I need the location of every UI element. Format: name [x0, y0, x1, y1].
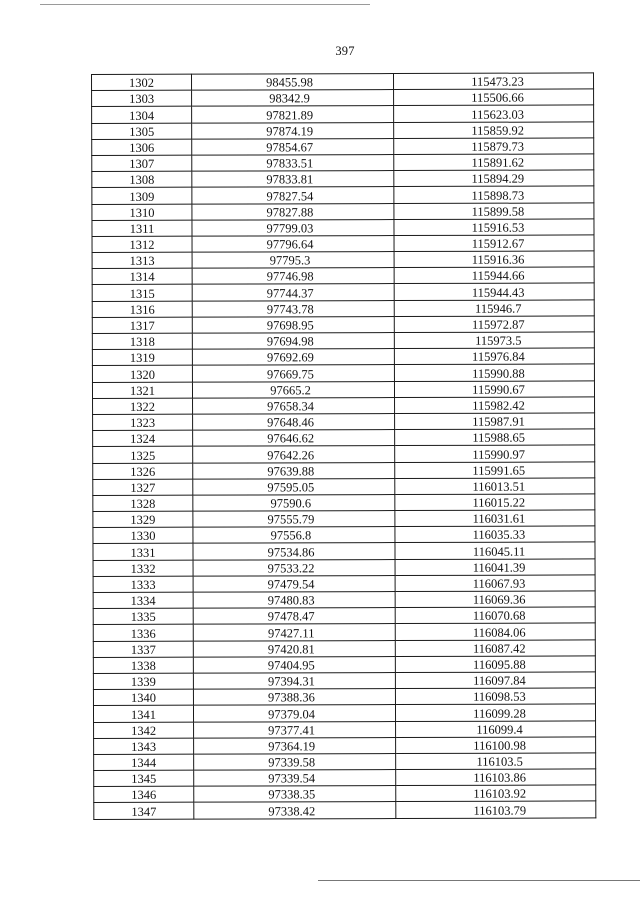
y-coordinate-cell: 116084.06 — [395, 623, 595, 640]
x-coordinate-cell: 97646.62 — [193, 430, 395, 447]
y-coordinate-cell: 116098.53 — [395, 688, 595, 705]
x-coordinate-cell: 97658.34 — [193, 397, 395, 414]
point-number-cell: 1324 — [93, 430, 193, 447]
point-number-cell: 1321 — [92, 382, 192, 399]
table-row — [92, 332, 594, 350]
x-coordinate-cell: 97555.79 — [193, 511, 395, 528]
point-number-cell: 1328 — [93, 495, 193, 512]
y-coordinate-cell: 115898.73 — [394, 186, 594, 203]
point-number-cell: 1329 — [93, 511, 193, 528]
x-coordinate-cell: 97821.89 — [192, 106, 394, 123]
x-coordinate-cell: 97694.98 — [192, 333, 394, 350]
point-number-cell: 1313 — [92, 252, 192, 269]
y-coordinate-cell: 115988.65 — [395, 429, 595, 446]
y-coordinate-cell: 115944.43 — [394, 283, 594, 300]
x-coordinate-cell: 97743.78 — [192, 300, 394, 317]
table-row — [94, 785, 596, 803]
table-row — [92, 202, 594, 220]
point-number-cell: 1338 — [93, 657, 193, 674]
point-number-cell: 1311 — [92, 220, 192, 237]
y-coordinate-cell: 116015.22 — [395, 494, 595, 511]
y-coordinate-cell: 116103.79 — [396, 801, 596, 818]
y-coordinate-cell: 115899.58 — [394, 202, 594, 219]
y-coordinate-cell: 115859.92 — [394, 121, 594, 138]
x-coordinate-cell: 97339.54 — [194, 770, 396, 787]
table-row — [92, 154, 594, 172]
point-number-cell: 1304 — [92, 107, 192, 124]
x-coordinate-cell: 97746.98 — [192, 268, 394, 285]
table-row — [92, 251, 594, 269]
point-number-cell: 1347 — [94, 803, 194, 820]
x-coordinate-cell: 97556.8 — [193, 527, 395, 544]
coordinate-table — [91, 72, 596, 819]
scan-edge-line-top — [40, 4, 370, 5]
y-coordinate-cell: 116099.4 — [396, 720, 596, 737]
point-number-cell: 1336 — [93, 625, 193, 642]
y-coordinate-cell: 115972.87 — [394, 316, 594, 333]
table-row — [92, 316, 594, 334]
table-row — [93, 672, 595, 690]
table-row — [93, 461, 595, 479]
point-number-cell: 1330 — [93, 527, 193, 544]
y-coordinate-cell: 116087.42 — [395, 639, 595, 656]
table-row — [93, 397, 595, 415]
table-row — [93, 575, 595, 593]
x-coordinate-cell: 97427.11 — [193, 624, 395, 641]
table-row — [93, 607, 595, 625]
point-number-cell: 1312 — [92, 236, 192, 253]
x-coordinate-cell: 97480.83 — [193, 592, 395, 609]
point-number-cell: 1334 — [93, 592, 193, 609]
point-number-cell: 1337 — [93, 641, 193, 658]
y-coordinate-cell: 116099.28 — [395, 704, 595, 721]
x-coordinate-cell: 97364.19 — [194, 737, 396, 754]
point-number-cell: 1315 — [92, 285, 192, 302]
point-number-cell: 1319 — [92, 349, 192, 366]
table-row — [92, 348, 594, 366]
y-coordinate-cell: 115990.88 — [394, 364, 594, 381]
x-coordinate-cell: 97394.31 — [193, 672, 395, 689]
point-number-cell: 1335 — [93, 608, 193, 625]
table-row — [92, 89, 594, 107]
table-row — [92, 380, 594, 398]
y-coordinate-cell: 115891.62 — [394, 154, 594, 171]
point-number-cell: 1344 — [94, 754, 194, 771]
point-number-cell: 1317 — [92, 317, 192, 334]
point-number-cell: 1323 — [93, 414, 193, 431]
y-coordinate-cell: 115976.84 — [394, 348, 594, 365]
y-coordinate-cell: 115973.5 — [394, 332, 594, 349]
table-row — [92, 186, 594, 204]
x-coordinate-cell: 97479.54 — [193, 575, 395, 592]
y-coordinate-cell: 115987.91 — [395, 413, 595, 430]
table-row — [93, 542, 595, 560]
point-number-cell: 1346 — [94, 786, 194, 803]
x-coordinate-cell: 98342.9 — [192, 90, 394, 107]
x-coordinate-cell: 97744.37 — [192, 284, 394, 301]
point-number-cell: 1318 — [92, 333, 192, 350]
y-coordinate-cell: 116097.84 — [395, 672, 595, 689]
table-row — [92, 121, 594, 139]
point-number-cell: 1342 — [94, 722, 194, 739]
point-number-cell: 1303 — [92, 90, 192, 107]
table-row — [93, 445, 595, 463]
y-coordinate-cell: 116100.98 — [396, 737, 596, 754]
x-coordinate-cell: 97692.69 — [192, 349, 394, 366]
table-row — [92, 267, 594, 285]
point-number-cell: 1340 — [93, 689, 193, 706]
x-coordinate-cell: 97796.64 — [192, 235, 394, 252]
y-coordinate-cell: 115912.67 — [394, 235, 594, 252]
y-coordinate-cell: 116103.86 — [396, 769, 596, 786]
table-row — [92, 219, 594, 237]
table-row — [93, 559, 595, 577]
point-number-cell: 1320 — [92, 366, 192, 383]
table-row — [94, 737, 596, 755]
table-row — [93, 429, 595, 447]
point-number-cell: 1327 — [93, 479, 193, 496]
table-row — [92, 73, 594, 91]
point-number-cell: 1333 — [93, 576, 193, 593]
x-coordinate-cell: 97338.35 — [194, 786, 396, 803]
point-number-cell: 1302 — [92, 74, 192, 91]
table-row — [93, 623, 595, 641]
table-row — [92, 283, 594, 301]
x-coordinate-cell: 97639.88 — [193, 462, 395, 479]
coordinate-table-body — [92, 73, 596, 819]
y-coordinate-cell: 115991.65 — [395, 461, 595, 478]
x-coordinate-cell: 97665.2 — [192, 381, 394, 398]
y-coordinate-cell: 116031.61 — [395, 510, 595, 527]
table-row — [93, 639, 595, 657]
y-coordinate-cell: 116103.5 — [396, 753, 596, 770]
table-row — [94, 801, 596, 819]
y-coordinate-cell: 116095.88 — [395, 656, 595, 673]
x-coordinate-cell: 97874.19 — [192, 122, 394, 139]
y-coordinate-cell: 116045.11 — [395, 542, 595, 559]
point-number-cell: 1339 — [93, 673, 193, 690]
x-coordinate-cell: 97648.46 — [193, 413, 395, 430]
x-coordinate-cell: 97854.67 — [192, 138, 394, 155]
point-number-cell: 1306 — [92, 139, 192, 156]
table-row — [93, 510, 595, 528]
table-row — [92, 138, 594, 156]
x-coordinate-cell: 97799.03 — [192, 219, 394, 236]
table-row — [94, 769, 596, 787]
x-coordinate-cell: 97833.51 — [192, 154, 394, 171]
x-coordinate-cell: 97338.42 — [194, 802, 396, 819]
point-number-cell: 1341 — [93, 705, 193, 722]
table-row — [93, 591, 595, 609]
y-coordinate-cell: 116013.51 — [395, 478, 595, 495]
table-row — [92, 364, 594, 382]
y-coordinate-cell: 115990.97 — [395, 445, 595, 462]
point-number-cell: 1322 — [93, 398, 193, 415]
point-number-cell: 1308 — [92, 171, 192, 188]
table-row — [93, 494, 595, 512]
y-coordinate-cell: 116103.92 — [396, 785, 596, 802]
y-coordinate-cell: 115623.03 — [394, 105, 594, 122]
x-coordinate-cell: 97379.04 — [193, 705, 395, 722]
table-row — [94, 720, 596, 738]
x-coordinate-cell: 97669.75 — [192, 365, 394, 382]
x-coordinate-cell: 97534.86 — [193, 543, 395, 560]
x-coordinate-cell: 97827.88 — [192, 203, 394, 220]
point-number-cell: 1343 — [94, 738, 194, 755]
y-coordinate-cell: 116069.36 — [395, 591, 595, 608]
table-row — [92, 105, 594, 123]
point-number-cell: 1332 — [93, 560, 193, 577]
y-coordinate-cell: 116041.39 — [395, 559, 595, 576]
x-coordinate-cell: 97420.81 — [193, 640, 395, 657]
y-coordinate-cell: 116035.33 — [395, 526, 595, 543]
point-number-cell: 1309 — [92, 187, 192, 204]
x-coordinate-cell: 97827.54 — [192, 187, 394, 204]
point-number-cell: 1307 — [92, 155, 192, 172]
y-coordinate-cell: 115946.7 — [394, 300, 594, 317]
x-coordinate-cell: 97404.95 — [193, 656, 395, 673]
point-number-cell: 1345 — [94, 770, 194, 787]
y-coordinate-cell: 115879.73 — [394, 138, 594, 155]
table-row — [92, 170, 594, 188]
x-coordinate-cell: 97595.05 — [193, 478, 395, 495]
x-coordinate-cell: 97478.47 — [193, 608, 395, 625]
point-number-cell: 1314 — [92, 268, 192, 285]
x-coordinate-cell: 97833.81 — [192, 171, 394, 188]
point-number-cell: 1310 — [92, 204, 192, 221]
table-row — [93, 704, 595, 722]
x-coordinate-cell: 97533.22 — [193, 559, 395, 576]
table-row — [92, 235, 594, 253]
point-number-cell: 1331 — [93, 544, 193, 561]
x-coordinate-cell: 97339.58 — [194, 753, 396, 770]
y-coordinate-cell: 115916.36 — [394, 251, 594, 268]
x-coordinate-cell: 97388.36 — [193, 689, 395, 706]
y-coordinate-cell: 115990.67 — [394, 380, 594, 397]
x-coordinate-cell: 97377.41 — [194, 721, 396, 738]
x-coordinate-cell: 97795.3 — [192, 252, 394, 269]
table-row — [93, 688, 595, 706]
y-coordinate-cell: 116067.93 — [395, 575, 595, 592]
y-coordinate-cell: 115944.66 — [394, 267, 594, 284]
table-row — [92, 300, 594, 318]
point-number-cell: 1316 — [92, 301, 192, 318]
y-coordinate-cell: 115982.42 — [395, 397, 595, 414]
point-number-cell: 1325 — [93, 446, 193, 463]
x-coordinate-cell: 97590.6 — [193, 494, 395, 511]
point-number-cell: 1326 — [93, 463, 193, 480]
x-coordinate-cell: 97642.26 — [193, 446, 395, 463]
y-coordinate-cell: 115506.66 — [394, 89, 594, 106]
table-row — [94, 753, 596, 771]
x-coordinate-cell: 97698.95 — [192, 316, 394, 333]
scan-edge-line-bottom — [318, 880, 640, 881]
table-row — [93, 413, 595, 431]
table-row — [93, 656, 595, 674]
y-coordinate-cell: 115473.23 — [394, 73, 594, 90]
table-row — [93, 478, 595, 496]
point-number-cell: 1305 — [92, 123, 192, 140]
page-number: 397 — [335, 44, 355, 58]
y-coordinate-cell: 115894.29 — [394, 170, 594, 187]
y-coordinate-cell: 116070.68 — [395, 607, 595, 624]
y-coordinate-cell: 115916.53 — [394, 219, 594, 236]
table-row — [93, 526, 595, 544]
x-coordinate-cell: 98455.98 — [192, 74, 394, 91]
